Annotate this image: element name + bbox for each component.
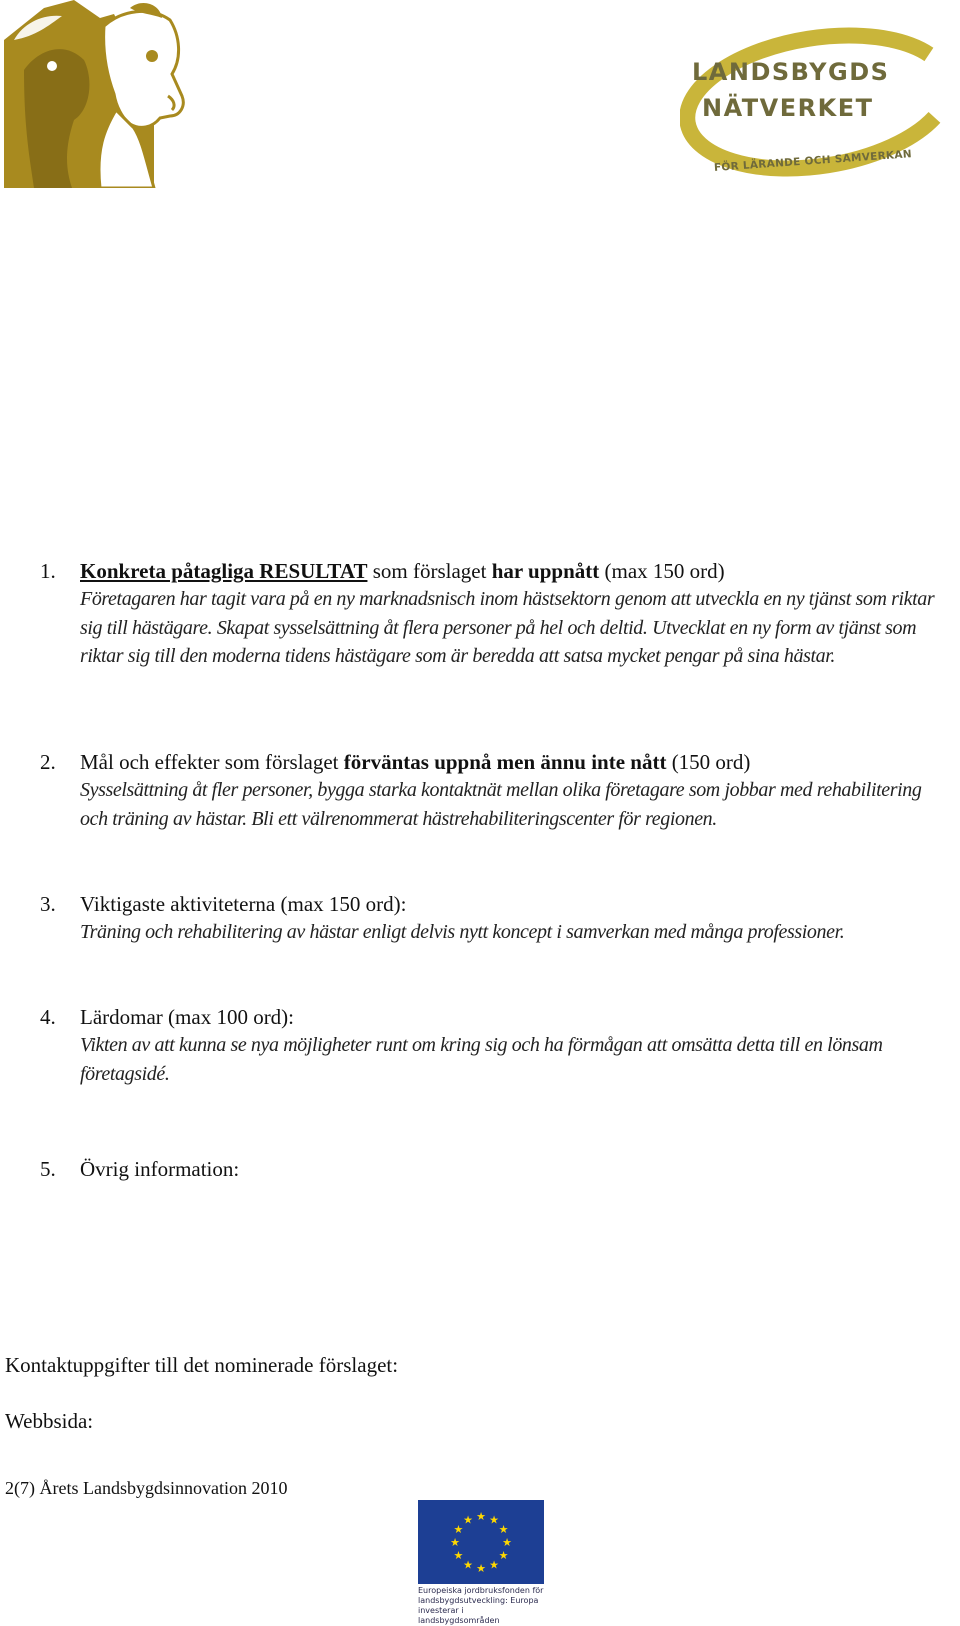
eu-star-icon: ★ bbox=[476, 1511, 486, 1523]
section-1-heading bbox=[40, 557, 940, 585]
heading-text: Viktigaste aktiviteterna (max 150 ord): bbox=[80, 892, 407, 916]
eu-star-icon: ★ bbox=[463, 1559, 473, 1572]
contact-label: Kontaktuppgifter till det nominerade förslaget: bbox=[5, 1353, 399, 1377]
eu-flag-icon bbox=[418, 1500, 544, 1584]
section-number: 3. bbox=[40, 892, 56, 916]
section-3-heading bbox=[40, 890, 940, 918]
section-number: 4. bbox=[40, 1005, 56, 1029]
heading-text: Övrig information: bbox=[80, 1157, 240, 1181]
section-1 bbox=[40, 557, 940, 671]
section-1-body: Företagaren har tagit vara på en ny marknadsnisch inom hästsektorn genom att utveckla en ny tjänst som riktar sig till hästägare. Skapat sysselsättning åt flera personer på hel och deltid. Utvecklat en ny form av tjänst som riktar sig till den moderna tidens hästägare som är beredda att satsa mycket pengar på sina hästar. bbox=[80, 588, 935, 667]
section-number: 5. bbox=[40, 1157, 56, 1181]
eu-star-icon: ★ bbox=[502, 1537, 512, 1549]
section-4-heading bbox=[40, 1003, 940, 1031]
heading-bold: har uppnått bbox=[491, 559, 600, 583]
section-3 bbox=[40, 890, 940, 947]
eu-star-icon: ★ bbox=[498, 1550, 509, 1562]
section-2 bbox=[40, 748, 940, 833]
logo-title-line2: NÄTVERKET bbox=[702, 94, 874, 122]
section-4-body: Vikten av att kunna se nya möjligheter runt om kring sig och ha förmågan att omsätta detta till en lönsam företagsidé. bbox=[80, 1034, 883, 1085]
section-5 bbox=[40, 1155, 940, 1183]
section-3-body: Träning och rehabilitering av hästar enligt delvis nytt koncept i samverkan med många professioner. bbox=[80, 921, 845, 943]
section-2-body: Sysselsättning åt fler personer, bygga starka kontaktnät mellan olika företagare som jobbar med rehabilitering och träning av hästar. Bli ett välrenommerat hästrehabiliteringscenter för regionen. bbox=[80, 779, 922, 830]
heading-text: (max 150 ord) bbox=[599, 559, 725, 583]
heading-text: som förslaget bbox=[367, 559, 492, 583]
sheep-logo bbox=[4, 0, 190, 188]
eu-star-icon: ★ bbox=[489, 1514, 499, 1527]
eu-caption: Europeiska jordbruksfonden för landsbygdsutveckling: Europa investerar i landsbygdsområden bbox=[418, 1586, 544, 1625]
logo-title-line1: LANDSBYGDS bbox=[692, 58, 890, 86]
section-4 bbox=[40, 1003, 940, 1088]
eu-star-icon: ★ bbox=[489, 1559, 499, 1572]
heading-text: Lärdomar (max 100 ord): bbox=[80, 1005, 295, 1029]
section-2-heading bbox=[40, 748, 940, 776]
eu-star-icon: ★ bbox=[453, 1524, 464, 1536]
section-number: 1. bbox=[40, 559, 56, 583]
eu-logo bbox=[418, 1500, 544, 1625]
website-label: Webbsida: bbox=[5, 1409, 94, 1433]
eu-star-icon: ★ bbox=[453, 1550, 464, 1562]
section-5-heading bbox=[40, 1155, 940, 1183]
heading-emphasis: Konkreta påtagliga RESULTAT bbox=[80, 559, 368, 583]
heading-text: Mål och effekter som förslaget bbox=[80, 750, 344, 774]
landsbygdsnatverket-logo bbox=[680, 20, 958, 190]
logo-tagline: FÖR LÄRANDE OCH SAMVERKAN bbox=[713, 148, 913, 174]
eu-star-icon: ★ bbox=[463, 1514, 473, 1527]
eu-star-icon: ★ bbox=[450, 1537, 460, 1549]
page-footer: 2(7) Årets Landsbygdsinnovation 2010 bbox=[5, 1478, 288, 1498]
eu-star-icon: ★ bbox=[498, 1524, 509, 1536]
eu-star-icon: ★ bbox=[476, 1563, 486, 1575]
heading-bold: förväntas uppnå men ännu inte nått bbox=[343, 750, 667, 774]
heading-text: (150 ord) bbox=[666, 750, 751, 774]
section-number: 2. bbox=[40, 750, 56, 774]
